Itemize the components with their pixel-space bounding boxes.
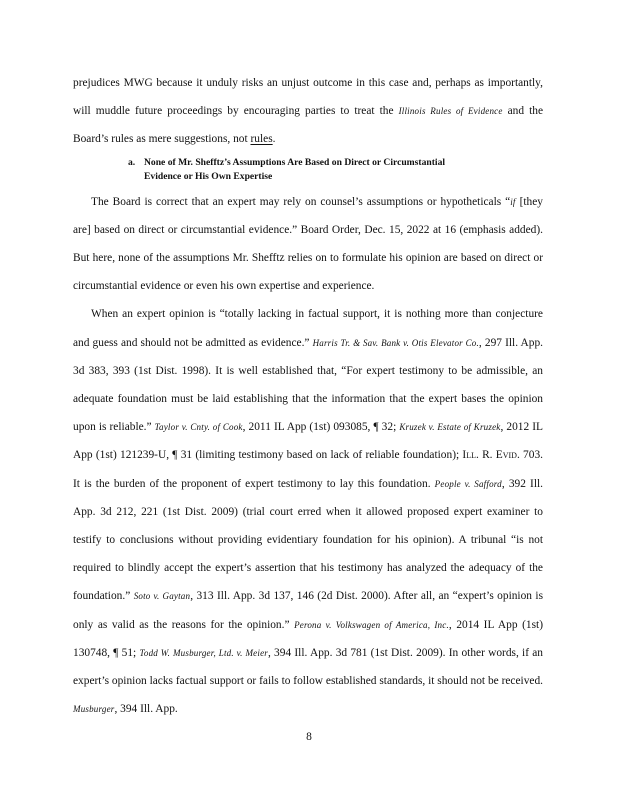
case-name: Kruzek v. Estate of Kruzek — [399, 422, 501, 433]
heading-number: a. — [128, 156, 136, 168]
text-run: 703. It is the burden of the proponent of expert testimony to lay this foundation. — [73, 449, 543, 490]
text-run: , 392 Ill. App. 3d 212, 221 (1st Dist. 2009) (trial court erred when it allowed proposed expert examiner to testify to conclusions without providing evidentiary foundation for his opinion). A tribunal “is not required to blindly accept the expert’s assertion that his testimony has analyzed the adequacy of the foundation.” — [73, 477, 544, 603]
section-heading — [73, 156, 543, 184]
text-run: prejudices MWG because it unduly risks an unjust outcome in this case and, perhaps as importantly, will muddle future proceedings by encouraging parties to treat the — [73, 77, 543, 118]
case-name: Soto v. Gaytan — [133, 591, 191, 602]
heading-line-2: Evidence or His Own Expertise — [144, 170, 273, 182]
text-run: , 2011 IL App (1st) 093085, ¶ 32; — [242, 421, 400, 434]
case-name: Harris Tr. & Sav. Bank v. Otis Elevator Co. — [312, 337, 479, 348]
text-run: , 313 Ill. App. 3d 137, 146 (2d Dist. 2000). After all, an “expert’s opinion is only as valid as the reasons for the opinion.” — [73, 590, 544, 631]
text-run: . — [272, 133, 276, 146]
underlined-term: rules — [250, 133, 273, 146]
text-run: , 394 Ill. App. 3d 781 (1st Dist. 2009). In other words, if an expert’s opinion lacks factual support or fails to follow established standards, it should not be received. — [73, 646, 544, 688]
text-run: , 2012 IL App (1st) 121239-U, ¶ 31 (limiting testimony based on lack of reliable foundation); — [73, 421, 543, 462]
case-name: People v. Safford — [434, 478, 502, 489]
text-run: [they are] based on direct or circumstantial evidence.” Board Order, Dec. 15, 2022 at 16 (emphasis added). But here, none of the assumptions Mr. Shefftz relies on to formulate his opinion are based on direct or circumstantial evidence or even his own expertise and experience. — [73, 195, 543, 293]
emphasis-italic: if — [510, 196, 516, 207]
text-run: When an expert opinion is “totally lacking in factual support, it is nothing more than conjecture and guess and should not be admitted as evidence.” — [73, 308, 543, 349]
case-name: Taylor v. Cnty. of Cook — [154, 422, 243, 433]
text-run: The Board is correct that an expert may rely on counsel’s assumptions or hypotheticals “ — [91, 195, 511, 208]
page-number: 8 — [306, 731, 312, 743]
citation-italic: Illinois Rules of Evidence — [398, 106, 503, 117]
case-name: Todd W. Musburger, Ltd. v. Meier — [139, 647, 268, 658]
paragraph-continuation — [73, 69, 543, 154]
body-text — [73, 69, 543, 723]
text-run: and the Board’s rules as mere suggestions, not — [73, 105, 543, 146]
case-name: Perona v. Volkswagen of America, Inc. — [294, 619, 449, 630]
text-run: , 2014 IL App (1st) 130748, ¶ 51; — [73, 618, 543, 659]
heading-line-1: None of Mr. Shefftz’s Assumptions Are Based on Direct or Circumstantial — [144, 156, 446, 168]
case-name: Musburger — [73, 704, 115, 715]
text-run: , 297 Ill. App. 3d 383, 393 (1st Dist. 1998). It is well established that, “For expert testimony to be admissible, an adequate foundation must be laid establishing that the information that the expert bases the opinion upon is reliable.” — [73, 336, 543, 434]
paragraph-expert-opinion — [73, 300, 543, 723]
rule-citation: Ill. R. Evid. — [462, 449, 520, 462]
text-run: , 394 Ill. App. — [114, 703, 178, 716]
paragraph-board — [73, 188, 543, 301]
